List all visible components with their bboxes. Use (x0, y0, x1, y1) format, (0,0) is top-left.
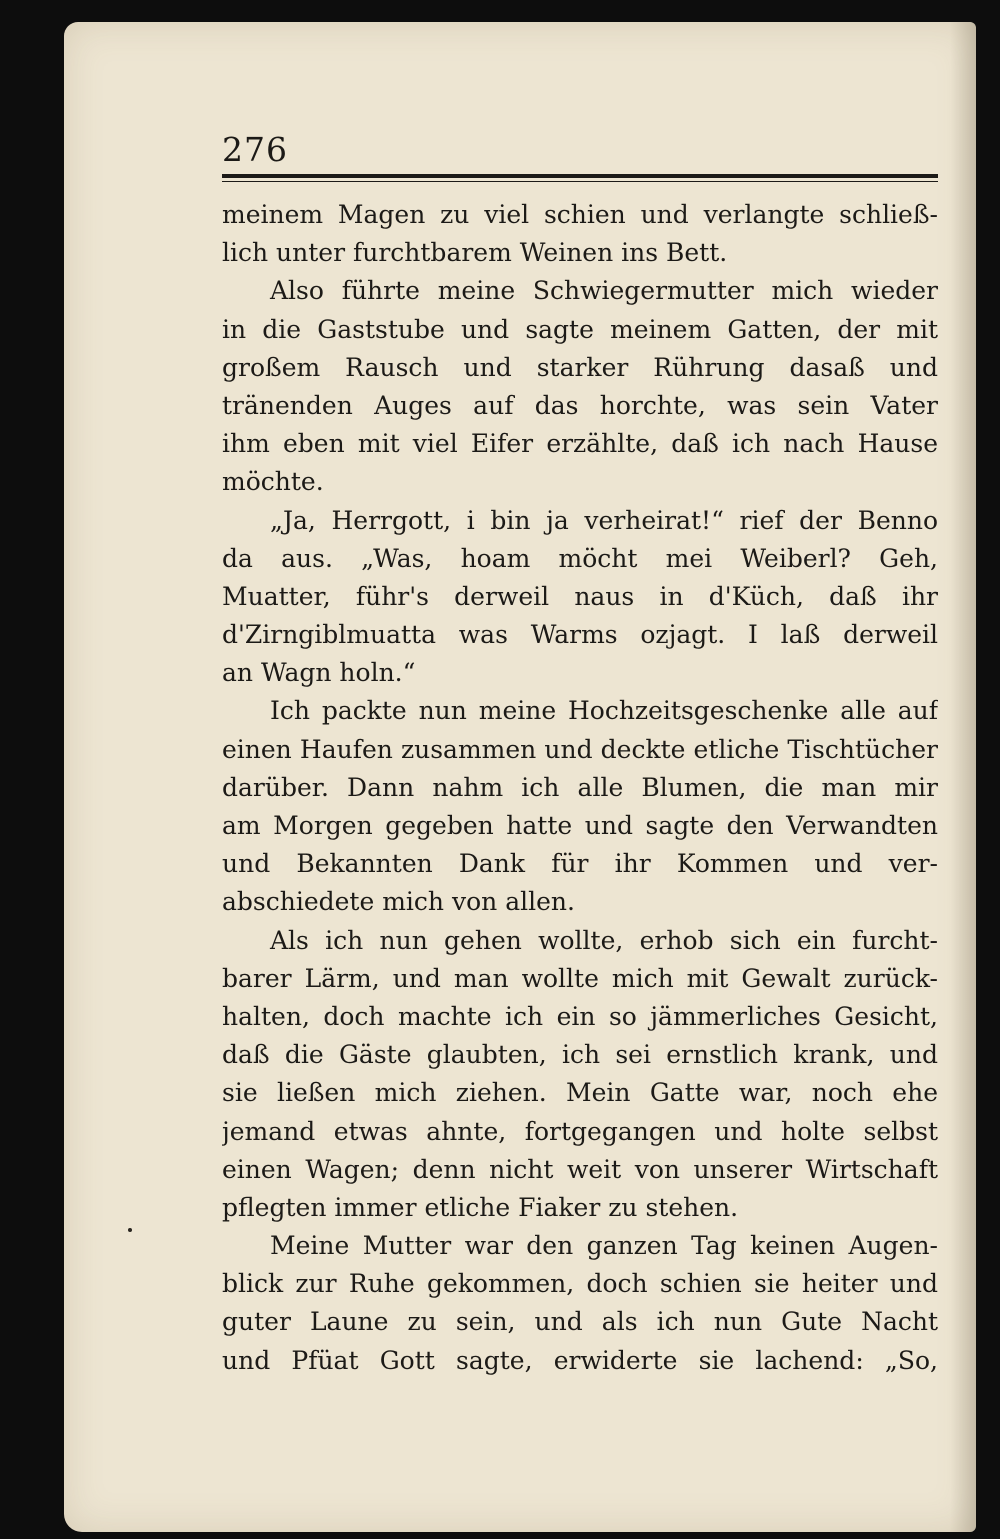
text-line: barer Lärm, und man wollte mich mit Gewalt zurück- (222, 963, 938, 993)
text-line: pflegten immer etliche Fiaker zu stehen. (222, 1192, 739, 1222)
header-rule-thick (222, 174, 938, 178)
text-line: halten, doch machte ich ein so jämmerliches Gesicht, (222, 1001, 938, 1031)
page-number: 276 (222, 130, 288, 169)
page-edge-shadow (950, 22, 976, 1532)
text-line: großem Rausch und starker Rührung dasaß und (222, 352, 938, 382)
text-line: am Morgen gegeben hatte und sagte den Verwandten (222, 811, 938, 840)
text-line: darüber. Dann nahm ich alle Blumen, die man mir (222, 772, 938, 802)
text-line: an Wagn holn.“ (222, 658, 416, 688)
text-line: ihm eben mit viel Eifer erzählte, daß ich nach Hause (222, 429, 938, 459)
text-line: und Pfüat Gott sagte, erwiderte sie lachend: „So, (222, 1345, 938, 1375)
text-line: jemand etwas ahnte, fortgegangen und holte selbst (222, 1116, 938, 1146)
text-line: Also führte meine Schwiegermutter mich wieder (270, 276, 938, 306)
text-line: abschiedete mich von allen. (222, 887, 575, 917)
text-line: Meine Mutter war den ganzen Tag keinen Augen- (270, 1231, 938, 1261)
text-line: einen Haufen zusammen und deckte etliche Tischtücher (222, 734, 938, 764)
text-line: tränenden Auges auf das horchte, was sein Vater (222, 390, 938, 420)
text-line: d'Zirngiblmuatta was Warms ozjagt. I laß derweil (222, 620, 938, 650)
ink-speck (128, 1228, 132, 1232)
text-line: möchte. (222, 467, 324, 497)
text-line: blick zur Ruhe gekommen, doch schien sie heiter und (222, 1269, 938, 1299)
text-line: meinem Magen zu viel schien und verlangte schließ- (222, 200, 938, 229)
text-line: „Ja, Herrgott, i bin ja verheirat!“ rief der Benno (270, 505, 938, 535)
text-line: daß die Gäste glaubten, ich sei ernstlich krank, und (222, 1040, 938, 1070)
text-line: in die Gaststube und sagte meinem Gatten, der mit (222, 314, 938, 344)
text-line: guter Laune zu sein, und als ich nun Gute Nacht (222, 1307, 938, 1337)
text-line: und Bekannten Dank für ihr Kommen und ver- (222, 849, 938, 879)
body-text (222, 196, 938, 1380)
text-line: da aus. „Was, hoam möcht mei Weiberl? Geh, (222, 543, 938, 573)
text-line: Ich packte nun meine Hochzeitsgeschenke alle auf (270, 696, 938, 726)
text-line: sie ließen mich ziehen. Mein Gatte war, noch ehe (222, 1078, 938, 1108)
text-line: einen Wagen; denn nicht weit von unserer Wirtschaft (222, 1154, 938, 1184)
text-line: Muatter, führ's derweil naus in d'Küch, daß ihr (222, 581, 938, 611)
header-rule-thin (222, 181, 938, 182)
text-line: lich unter furchtbarem Weinen ins Bett. (222, 238, 728, 268)
text-line: Als ich nun gehen wollte, erhob sich ein furcht- (270, 925, 938, 955)
